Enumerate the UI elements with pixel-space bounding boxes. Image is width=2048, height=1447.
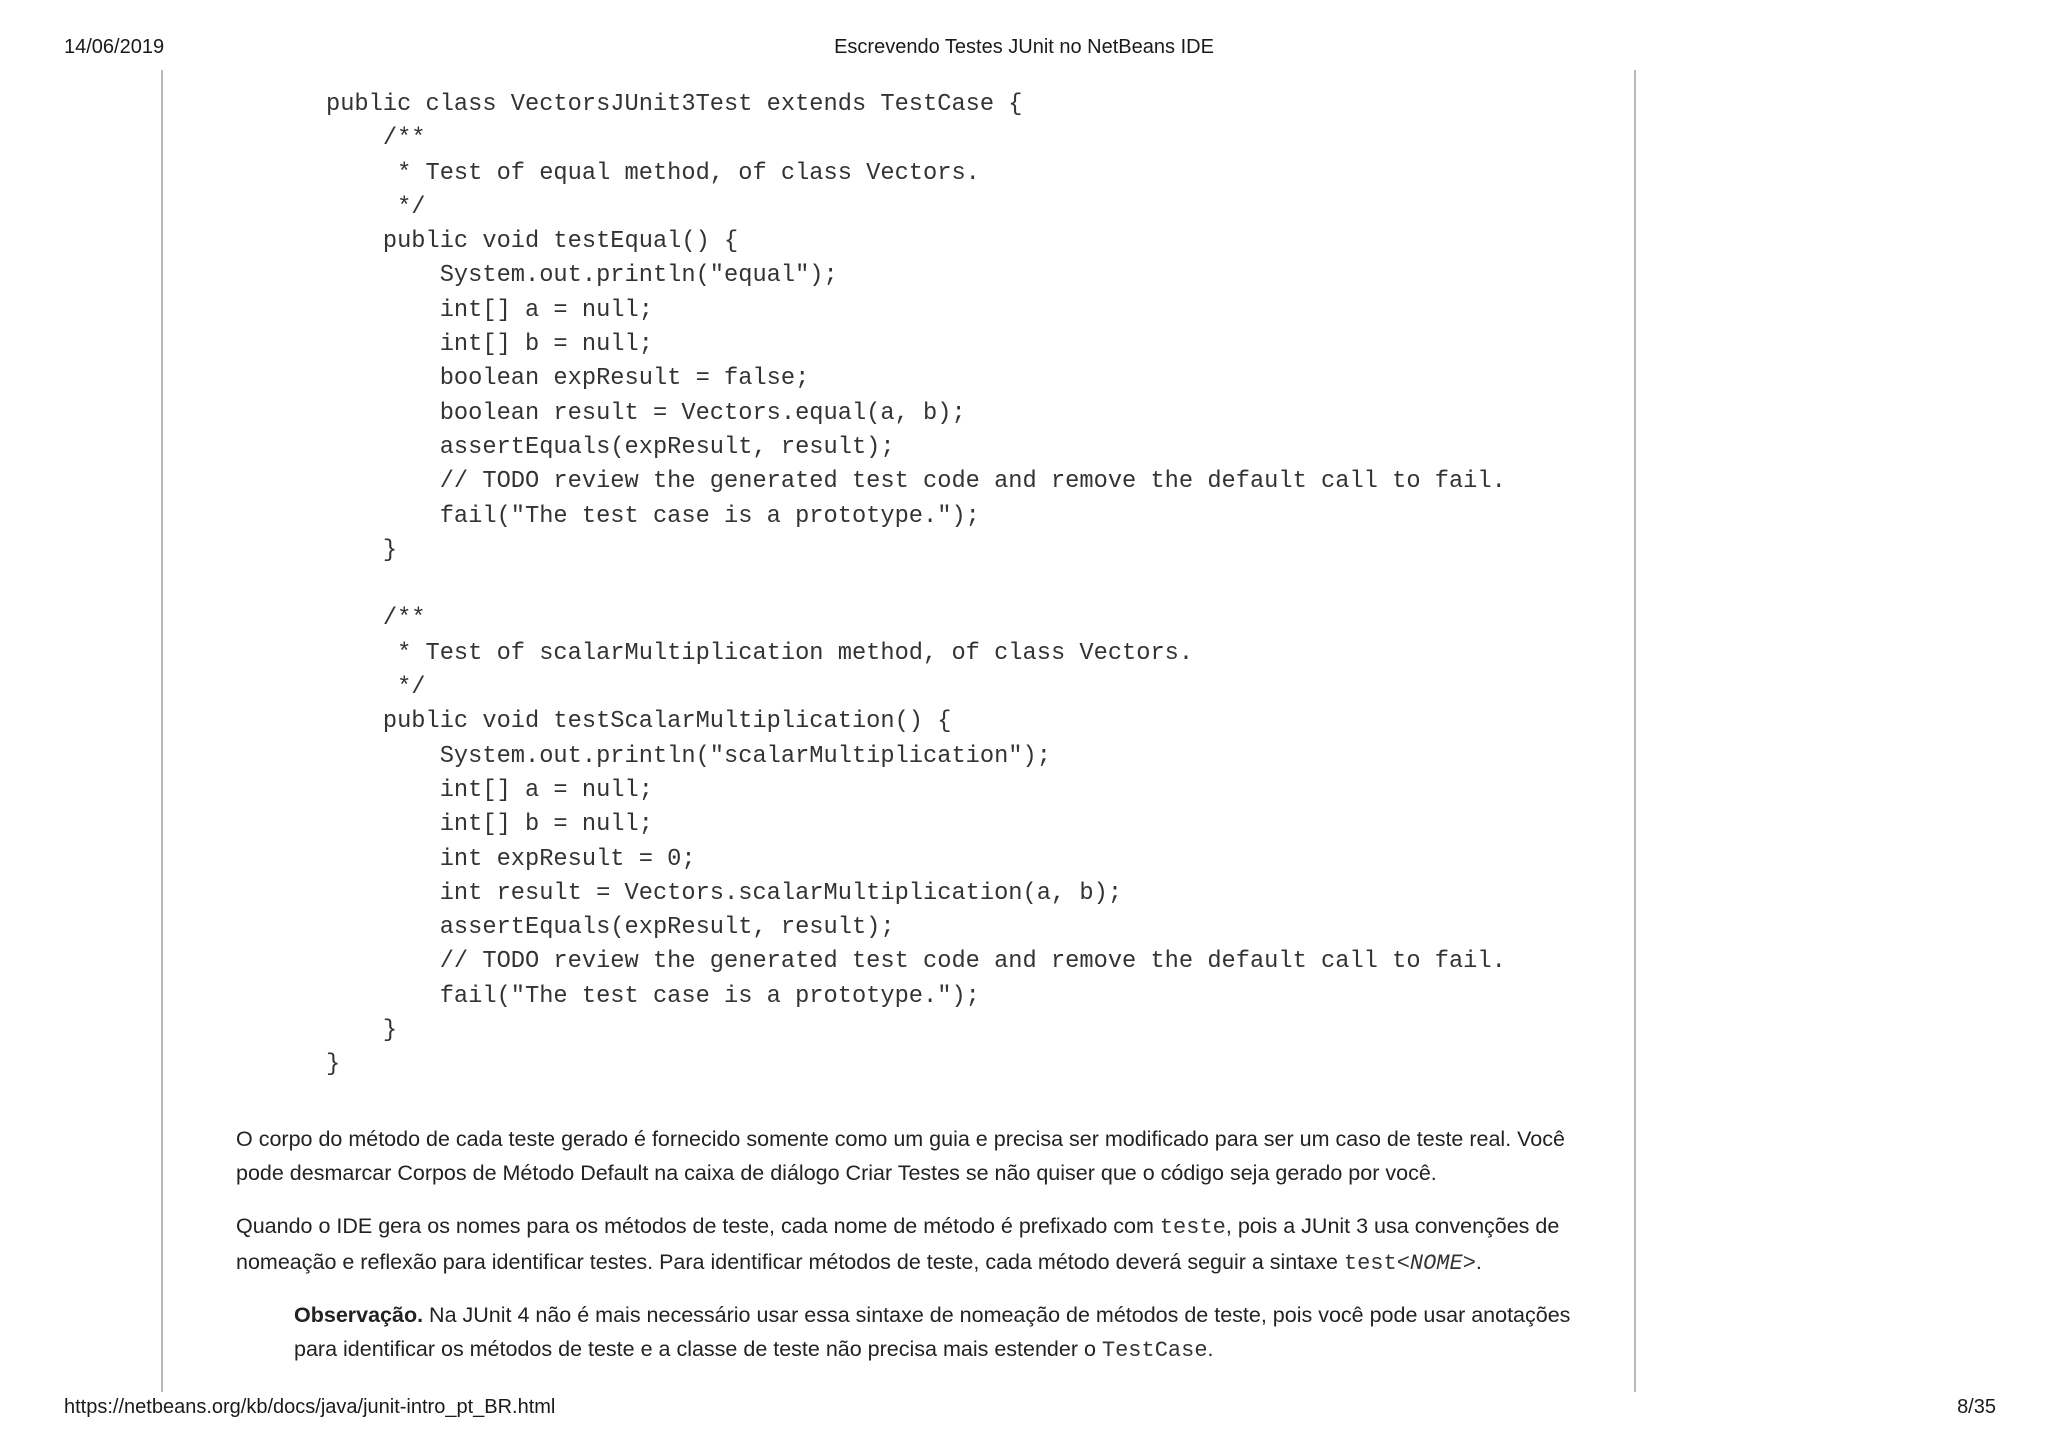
text-segment: . (1475, 1250, 1482, 1274)
content-right-border (1634, 70, 1636, 1392)
text-segment: . (1207, 1337, 1214, 1361)
code-line: boolean result = Vectors.equal(a, b); (326, 399, 966, 427)
code-line: public void testScalarMultiplication() { (326, 708, 952, 736)
body-paragraph-naming (236, 1209, 1596, 1281)
code-line: boolean expResult = false; (326, 365, 810, 393)
inline-code-syntax: test (1343, 1251, 1397, 1276)
page-number: 8/35 (1957, 1396, 1996, 1418)
code-line: * Test of equal method, of class Vectors. (326, 159, 980, 187)
content-left-border (161, 70, 163, 1392)
code-line: */ (326, 193, 426, 221)
code-line: } (326, 1017, 398, 1045)
code-line: int result = Vectors.scalarMultiplication(a, b); (326, 879, 1123, 907)
code-line: fail("The test case is a prototype."); (326, 502, 980, 530)
code-line: System.out.println("scalarMultiplication"); (326, 742, 1051, 770)
code-line: * Test of scalarMultiplication method, of class Vectors. (326, 639, 1194, 667)
text-segment: Quando o IDE gera os nomes para os métodos de teste, cada nome de método é prefixado com (236, 1214, 1160, 1238)
source-url: https://netbeans.org/kb/docs/java/junit-intro_pt_BR.html (64, 1396, 556, 1418)
note-block (294, 1298, 1604, 1368)
code-line: /** (326, 605, 426, 633)
code-line: int[] b = null; (326, 331, 653, 359)
body-paragraph-test-body: O corpo do método de cada teste gerado é fornecido somente como um guia e precisa ser modificado para ser um caso de teste real. Você pode desmarcar Corpos de Método Default na caixa de diálogo Criar Testes se não quiser que o código seja gerado por você. (236, 1127, 1565, 1185)
code-line: } (326, 536, 398, 564)
code-line: */ (326, 674, 426, 702)
inline-code-prefix: teste (1159, 1215, 1226, 1240)
text-segment: Na JUnit 4 não é mais necessário usar essa sintaxe de nomeação de métodos de teste, pois você pode usar anotações para identificar os métodos de teste e a classe de teste não precisa mais estender o (294, 1303, 1571, 1361)
code-line: int[] a = null; (326, 296, 653, 324)
code-line: int[] b = null; (326, 811, 653, 839)
code-line: /** (326, 125, 426, 153)
code-line (326, 568, 1506, 602)
print-date: 14/06/2019 (64, 36, 165, 58)
code-line: int expResult = 0; (326, 845, 696, 873)
code-line: // TODO review the generated test code and remove the default call to fail. (326, 948, 1506, 976)
text-segment: , pois a JUnit 3 usa convenções de nomeação e reflexão para identificar testes. Para identificar métodos de teste, cada método deverá seguir a sintaxe (236, 1214, 1560, 1274)
code-line: assertEquals(expResult, result); (326, 433, 895, 461)
code-line: public class VectorsJUnit3Test extends TestCase { (326, 91, 1023, 118)
code-line: public void testEqual() { (326, 228, 739, 256)
code-line: assertEquals(expResult, result); (326, 914, 895, 942)
inline-code-syntax-var: <NOME> (1396, 1251, 1476, 1276)
code-line: } (326, 1051, 341, 1079)
code-line: System.out.println("equal"); (326, 262, 838, 290)
page-title: Escrevendo Testes JUnit no NetBeans IDE (834, 36, 1214, 58)
inline-code-class: TestCase (1101, 1338, 1208, 1363)
code-line: fail("The test case is a prototype."); (326, 982, 980, 1010)
code-line: int[] a = null; (326, 776, 653, 804)
code-block (326, 88, 1506, 1083)
note-label: Observação. (294, 1303, 424, 1327)
code-line: // TODO review the generated test code and remove the default call to fail. (326, 468, 1506, 496)
